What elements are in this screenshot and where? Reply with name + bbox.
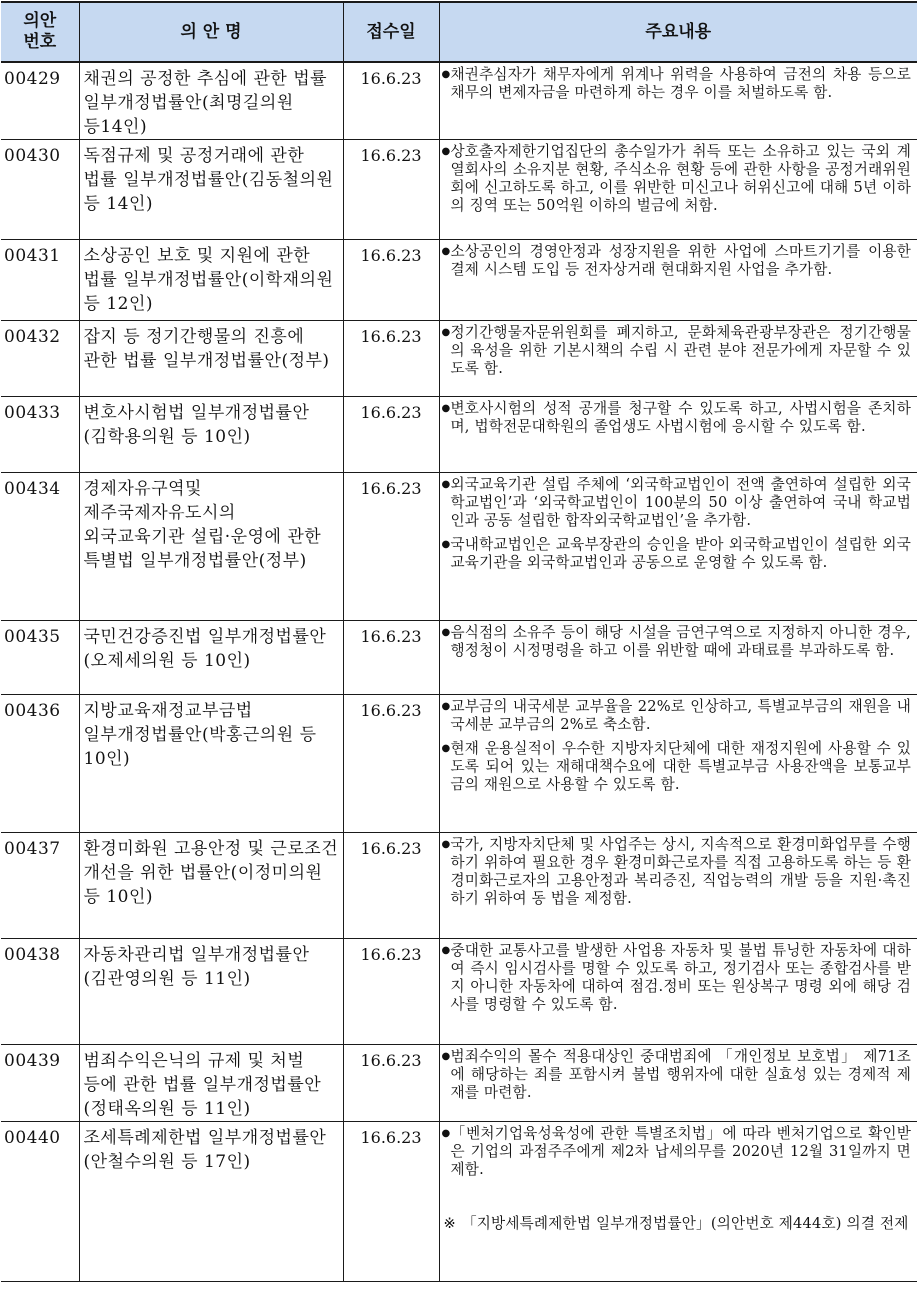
bullet-icon: ● — [441, 539, 451, 550]
bill-name: 범죄수익은닉의 규제 및 처벌 등에 관한 법률 일부개정법률안(정태옥의원 등 11인) — [79, 1045, 343, 1122]
bullet-icon: ● — [441, 246, 451, 257]
bill-name: 변호사시험법 일부개정법률안(김학용의원 등 10인) — [79, 397, 343, 473]
received-date: 16.6.23 — [343, 939, 439, 1045]
summary-text: 변호사시험의 성적 공개를 청구할 수 있도록 하고, 사법시험을 존치하며, 법학전문대학원의 졸업생도 사법시험에 응시할 수 있도록 함. — [450, 400, 911, 435]
bill-name: 국민건강증진법 일부개정법률안(오제세의원 등 10인) — [79, 621, 343, 695]
summary-text: 현재 운용실적이 우수한 지방자치단체에 대한 재정지원에 사용할 수 있도록 되어 있는 재해대책수요에 대한 특별교부금 사용잔액을 보통교부금의 재원으로 사용할 수 있도록 함. — [450, 740, 911, 793]
table-row — [1, 240, 917, 321]
main-contents — [439, 833, 917, 939]
table-row — [1, 833, 917, 939]
bill-number: 00436 — [1, 695, 79, 833]
bill-number: 00434 — [1, 473, 79, 621]
summary-item — [442, 66, 912, 102]
summary-item — [442, 624, 912, 660]
bill-name: 환경미화원 고용안정 및 근로조건 개선을 위한 법률안(이정미의원 등 10인) — [79, 833, 343, 939]
summary-note — [442, 1215, 912, 1233]
received-date: 16.6.23 — [343, 62, 439, 140]
bullet-icon: ● — [441, 146, 451, 157]
summary-item — [442, 836, 912, 908]
note-text: 「지방세특례제한법 일부개정법률안」(의안번호 제444호) 의결 전제 — [461, 1215, 909, 1232]
table-row — [1, 473, 917, 621]
note-mark-icon: ※ — [443, 1215, 456, 1232]
summary-text: 채권추심자가 채무자에게 위계나 위력을 사용하여 금전의 차용 등으로 채무의 변제자금을 마련하게 하는 경우 이를 처벌하도록 함. — [450, 66, 911, 101]
main-contents — [439, 695, 917, 833]
summary-item — [442, 740, 912, 794]
header-bill-name: 의 안 명 — [79, 2, 343, 62]
bullet-icon: ● — [441, 69, 451, 80]
summary-item — [442, 243, 912, 279]
bill-number: 00439 — [1, 1045, 79, 1122]
bill-number: 00432 — [1, 321, 79, 397]
table-row — [1, 321, 917, 397]
received-date: 16.6.23 — [343, 473, 439, 621]
summary-item — [442, 1048, 912, 1102]
received-date: 16.6.23 — [343, 140, 439, 240]
summary-text: 국내학교법인은 교육부장관의 승인을 받아 외국학교법인이 설립한 외국교육기관을 외국학교법인과 공동으로 운영할 수 있도록 함. — [450, 536, 911, 571]
main-contents — [439, 62, 917, 140]
table-row — [1, 1122, 917, 1282]
bill-name: 조세특례제한법 일부개정법률안(안철수의원 등 17인) — [79, 1122, 343, 1282]
summary-text: 교부금의 내국세분 교부율을 22%로 인상하고, 특별교부금의 재원을 내국세분 교부금의 2%로 축소함. — [450, 698, 911, 733]
main-contents — [439, 321, 917, 397]
table-body — [1, 62, 917, 1282]
received-date: 16.6.23 — [343, 321, 439, 397]
bill-number: 00430 — [1, 140, 79, 240]
main-contents — [439, 621, 917, 695]
bullet-icon: ● — [441, 701, 451, 712]
main-contents — [439, 939, 917, 1045]
bullet-icon: ● — [441, 627, 451, 638]
summary-text: 정기간행물자문위원회를 폐지하고, 문화체육관광부장관은 정기간행물의 육성을 위한 기본시책의 수립 시 관련 분야 전문가에게 자문할 수 있도록 함. — [450, 324, 911, 377]
table-row — [1, 621, 917, 695]
received-date: 16.6.23 — [343, 695, 439, 833]
bill-name: 지방교육재정교부금법 일부개정법률안(박홍근의원 등 10인) — [79, 695, 343, 833]
table-row — [1, 695, 917, 833]
summary-item — [442, 698, 912, 734]
bill-number: 00433 — [1, 397, 79, 473]
bill-number: 00431 — [1, 240, 79, 321]
bill-name: 잡지 등 정기간행물의 진흥에 관한 법률 일부개정법률안(정부) — [79, 321, 343, 397]
summary-text: 범죄수익의 몰수 적용대상인 중대범죄에 「개인정보 보호법」 제71조에 해당하는 죄를 포함시켜 불법 행위자에 대한 실효성 있는 경제적 제재를 마련함. — [450, 1048, 911, 1101]
summary-item — [442, 324, 912, 378]
table-row — [1, 62, 917, 140]
summary-item — [442, 1125, 912, 1179]
table-row — [1, 397, 917, 473]
main-contents — [439, 140, 917, 240]
main-contents — [439, 397, 917, 473]
header-bill-number: 의안 번호 — [1, 2, 79, 62]
bill-number: 00435 — [1, 621, 79, 695]
summary-text: 음식점의 소유주 등이 해당 시설을 금연구역으로 지정하지 아니한 경우, 행정청이 시정명령을 하고 이를 위반할 때에 과태료를 부과하도록 함. — [450, 624, 911, 659]
bullet-icon: ● — [441, 327, 451, 338]
bullet-icon: ● — [441, 479, 451, 490]
table-row — [1, 939, 917, 1045]
summary-text: 상호출자제한기업집단의 총수일가가 취득 또는 소유하고 있는 국외 계열회사의 소유지분 현황, 주식소유 현황 등에 관한 사항을 공정거래위원회에 신고하도록 하고, 이를 위반한 미신고나 허위신고에 대해 5년 이하의 징역 또는 50억원 이하의 벌금에 처함. — [450, 143, 911, 214]
table-row — [1, 140, 917, 240]
table-row — [1, 1045, 917, 1122]
bill-name: 경제자유구역및 제주국제자유도시의 외국교육기관 설립·운영에 관한 특별법 일부개정법률안(정부) — [79, 473, 343, 621]
bill-name: 채권의 공정한 추심에 관한 법률 일부개정법률안(최명길의원 등14인) — [79, 62, 343, 140]
header-main-contents: 주요내용 — [439, 2, 917, 62]
received-date: 16.6.23 — [343, 833, 439, 939]
bullet-icon: ● — [441, 1128, 451, 1139]
header-received-date: 접수일 — [343, 2, 439, 62]
summary-text: 외국교육기관 설립 주체에 ‘외국학교법인이 전액 출연하여 설립한 외국학교법인’과 ‘외국학교법인이 100분의 50 이상 출연하여 국내 학교법인과 공동 설립한 합작외국학교법인’을 추가함. — [450, 476, 911, 529]
bill-number: 00440 — [1, 1122, 79, 1282]
summary-item — [442, 942, 912, 1014]
bill-number: 00429 — [1, 62, 79, 140]
bill-number: 00437 — [1, 833, 79, 939]
bill-number: 00438 — [1, 939, 79, 1045]
received-date: 16.6.23 — [343, 1045, 439, 1122]
bill-name: 자동차관리법 일부개정법률안(김관영의원 등 11인) — [79, 939, 343, 1045]
received-date: 16.6.23 — [343, 1122, 439, 1282]
summary-item — [442, 143, 912, 215]
summary-text: 국가, 지방자치단체 및 사업주는 상시, 지속적으로 환경미화업무를 수행하기 위하여 필요한 경우 환경미화근로자를 직접 고용하도록 하는 등 환경미화근로자의 고용안정과 복리증진, 직업능력의 개발 등을 지원·촉진하기 위하여 동 법을 제정함. — [450, 836, 911, 907]
bullet-icon: ● — [441, 403, 451, 414]
bullet-icon: ● — [441, 945, 451, 956]
summary-item — [442, 400, 912, 436]
bullet-icon: ● — [441, 839, 451, 850]
received-date: 16.6.23 — [343, 240, 439, 321]
main-contents — [439, 473, 917, 621]
bill-table — [1, 1, 917, 1282]
bullet-icon: ● — [441, 743, 451, 754]
summary-text: 「벤처기업육성육성에 관한 특별조치법」에 따라 벤처기업으로 확인받은 기업의 과점주주에게 제2차 납세의무를 2020년 12월 31일까지 면제함. — [450, 1125, 911, 1178]
received-date: 16.6.23 — [343, 397, 439, 473]
summary-text: 소상공인의 경영안정과 성장지원을 위한 사업에 스마트기기를 이용한 결제 시스템 도입 등 전자상거래 현대화지원 사업을 추가함. — [450, 243, 911, 278]
main-contents — [439, 1045, 917, 1122]
header-row — [1, 2, 917, 62]
summary-item — [442, 476, 912, 530]
summary-item — [442, 536, 912, 572]
bill-name: 독점규제 및 공정거래에 관한 법률 일부개정법률안(김동철의원 등 14인) — [79, 140, 343, 240]
main-contents — [439, 1122, 917, 1282]
summary-text: 중대한 교통사고를 발생한 사업용 자동차 및 불법 튜닝한 자동차에 대하여 즉시 임시검사를 명할 수 있도록 하고, 정기검사 또는 종합검사를 받지 아니한 자동차에 대하여 점검.정비 또는 원상복구 명령 외에 해당 검사를 명령할 수 있도록 함. — [450, 942, 912, 1013]
main-contents — [439, 240, 917, 321]
bill-name: 소상공인 보호 및 지원에 관한 법률 일부개정법률안(이학재의원 등 12인) — [79, 240, 343, 321]
received-date: 16.6.23 — [343, 621, 439, 695]
bullet-icon: ● — [441, 1051, 451, 1062]
